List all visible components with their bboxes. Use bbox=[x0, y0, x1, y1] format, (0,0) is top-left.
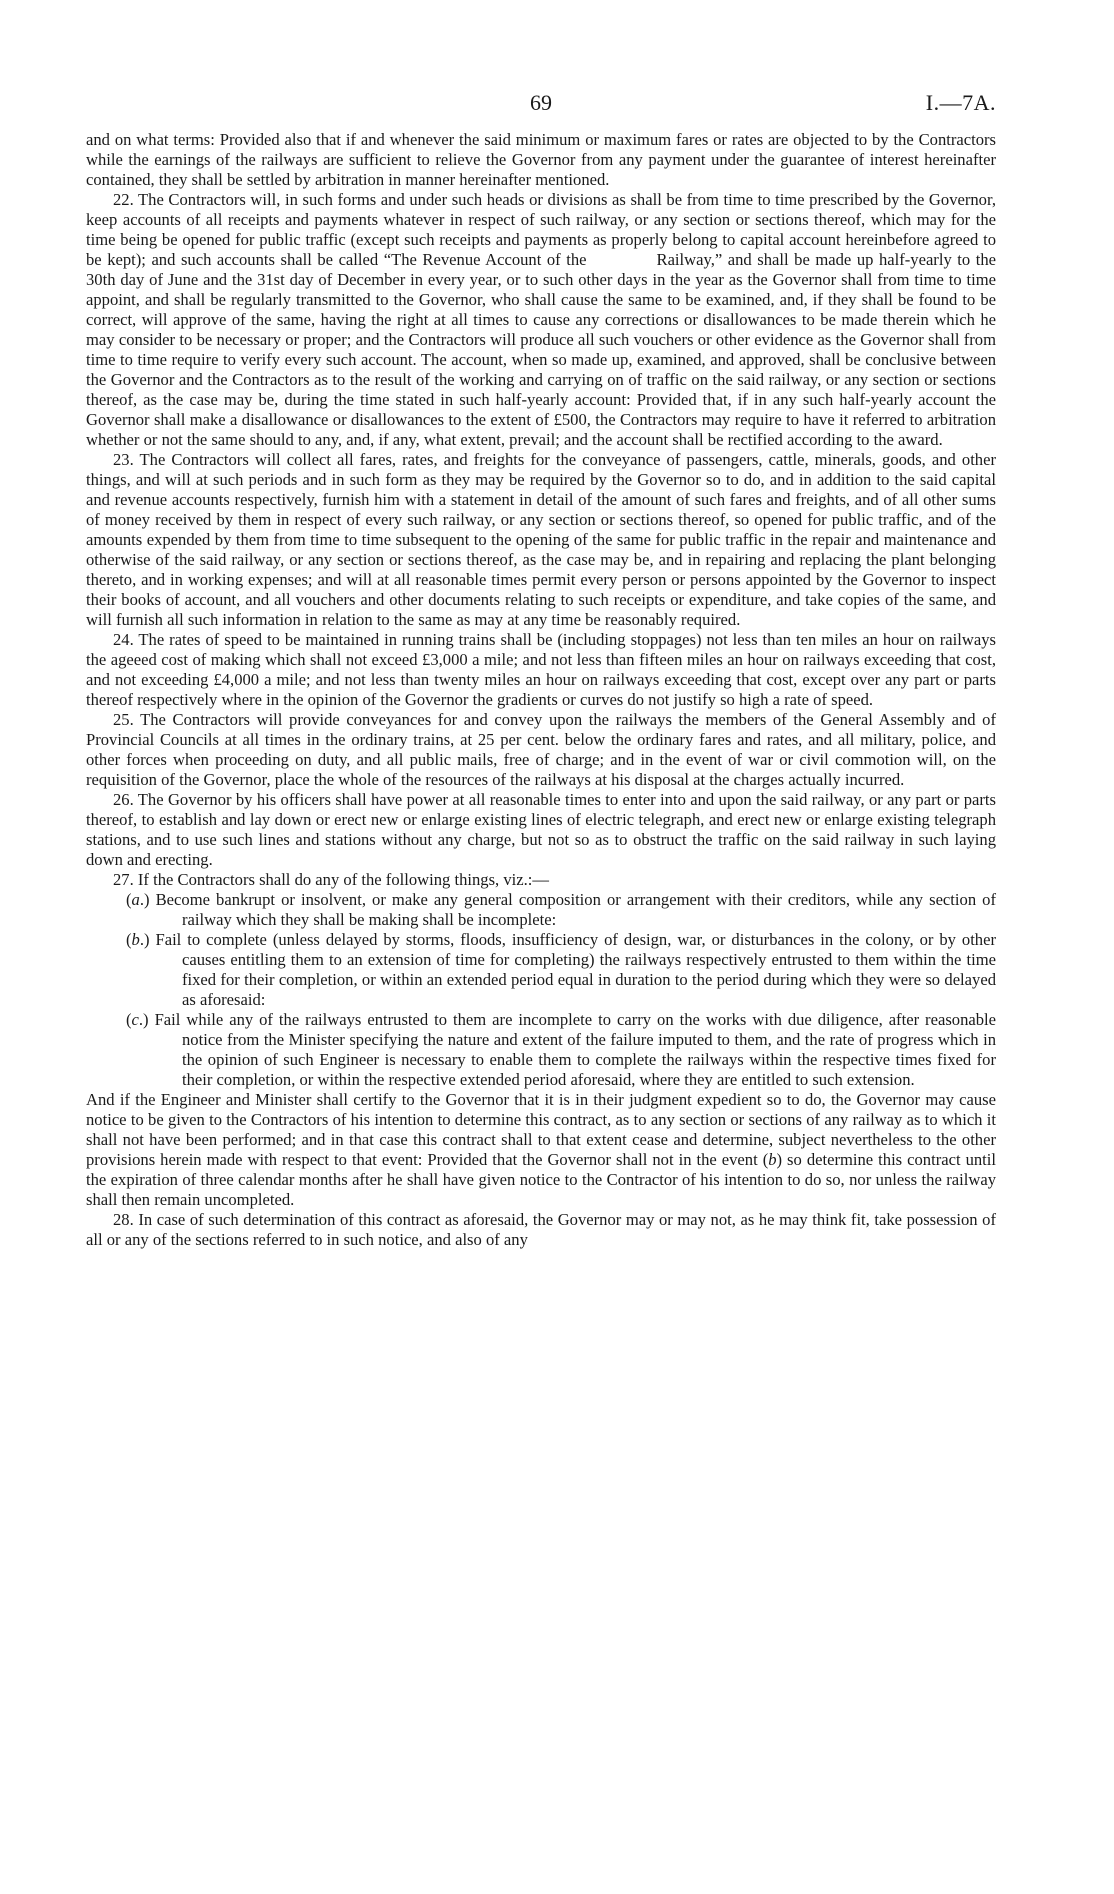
paragraph-27-conclusion bbox=[86, 1090, 996, 1210]
paragraph-22-part-1: 22. The Contractors will, in such forms and under such heads or divisions as shall be from time to time prescribed by the Governor, keep accounts of all receipts and payments whatever in respect of such railway, or any section or sections thereof, which may for the time being be opened for public traffic (except such receipts and payments as properly belong to capital account hereinbefore agreed to be kept); and such accounts shall be called “The Revenue Account of the bbox=[86, 190, 996, 269]
list-item-label: ( c .) bbox=[126, 1010, 149, 1029]
conclusion-item-ref: b bbox=[768, 1150, 777, 1169]
list-item-text: Fail while any of the railways entrusted to them are incomplete to carry on the works with due diligence, after reasonable notice from the Minister specifying the nature and extent of the failure imputed to them, and the rate of progress which in the opinion of such Engineer is necessary to enable them to complete the railways within the respective times fixed for their completion, or within the respective extended period aforesaid, where they are entitled to such extension. bbox=[154, 1010, 997, 1089]
list-item-text: Fail to complete (unless delayed by storms, floods, insufficiency of design, war, or disturbances in the colony, or by other causes entitling them to an extension of time for completing) the railways respectively entrusted to them within the time fixed for their completion, or within an extended period equal in duration to the period during which they were so delayed as aforesaid: bbox=[155, 930, 996, 1009]
paragraph-26: 26. The Governor by his officers shall have power at all reasonable times to enter into and upon the said railway, or any part or parts thereof, to establish and lay down or erect new or enlarge existing lines of electric telegraph, and erect new or enlarge existing telegraph stations, and to use such lines and stations without any charge, but not so as to obstruct the traffic on the said railway in such laying down and erecting. bbox=[86, 790, 996, 869]
document-page bbox=[86, 90, 996, 1250]
paragraph-22-part-2: Railway,” and shall be made up half-yearly to the 30th day of June and the 31st day of December in every year, or to such other days in the year as the Governor shall from time to time appoint, and shall be regularly transmitted to the Governor, who shall cause the same to be examined, and, if they shall be found to be correct, will approve of the same, having the right at all times to cause any corrections or disallowances to be made therein which he may consider to be necessary or proper; and the Contractors will produce all such vouchers or other evidence as the Governor shall from time to time require to verify every such account. The account, when so made up, examined, and approved, shall be conclusive between the Governor and the Contractors as to the result of the working and carrying on of traffic on the said railway, or any section or sections thereof, as the case may be, during the time stated in such half-yearly account: Provided that, if in any such half-yearly account the Governor shall make a disallowance or disallowances to the extent of £500, the Contractors may require to have it referred to arbitration whether or not the same should to any, and, if any, what extent, prevail; and the account shall be rectified according to the award. bbox=[86, 250, 996, 449]
document-reference: I.—7A. bbox=[925, 90, 996, 115]
list-item-text: Become bankrupt or insolvent, or make any general composition or arrangement with their creditors, while any section of railway which they shall be making shall be incomplete: bbox=[155, 890, 996, 929]
paragraph-25: 25. The Contractors will provide conveyances for and convey upon the railways the members of the General Assembly and of Provincial Councils at all times in the ordinary trains, at 25 per cent. below the ordinary fares and rates, and all military, police, and other forces when proceeding on duty, and all public mails, free of charge; and in the event of war or civil commotion will, on the requisition of the Governor, place the whole of the resources of the railways at his disposal at the charges actually incurred. bbox=[86, 710, 996, 789]
list-item-c bbox=[86, 1010, 996, 1090]
paragraph-27: 27. If the Contractors shall do any of the following things, viz.:— bbox=[113, 870, 549, 889]
conclusion-part-2: ) so determine this contract until the expiration of three calendar months after he shall have given notice to the Contractor of his intention to do so, nor unless the railway shall then remain uncompleted. bbox=[86, 1150, 996, 1209]
list-item-b bbox=[86, 930, 996, 1010]
conclusion-part-1: And if the Engineer and Minister shall certify to the Governor that it is in their judgment expedient so to do, the Governor may cause notice to be given to the Contractors of his intention to determine this contract, as to any section or sections of any railway as to which it shall not have been performed; and in that case this contract shall to that extent cease and determine, subject nevertheless to the other provisions herein made with respect to that event: Provided that the Governor shall not in the event ( bbox=[86, 1090, 996, 1169]
list-item-a bbox=[86, 890, 996, 930]
page-header bbox=[86, 90, 996, 130]
list-item-label: ( b .) bbox=[126, 930, 150, 949]
paragraph-23: 23. The Contractors will collect all fares, rates, and freights for the conveyance of passengers, cattle, minerals, goods, and other things, and will at such periods and in such form as they may be required by the Governor so to do, and in addition to the said capital and revenue accounts respectively, furnish him with a statement in detail of the amount of such fares and freights, and of all other sums of money received by them in respect of every such railway, or any section or sections thereof, so opened for public traffic, and of the amounts expended by them from time to time subsequent to the opening of the same for public traffic in the repair and maintenance and otherwise of the said railway, or any section or sections thereof, as the case may be, and in repairing and replacing the plant belonging thereto, and in working expenses; and will at all reasonable times permit every person or persons appointed by the Governor to inspect their books of account, and all vouchers and other documents relating to such receipts or expenditure, and take copies of the same, and will furnish all such information in relation to the same as may at any time be reasonably required. bbox=[86, 450, 996, 629]
list-item-label: ( a .) bbox=[126, 890, 150, 909]
paragraph-24: 24. The rates of speed to be maintained in running trains shall be (including stoppages) not less than ten miles an hour on railways the ageeed cost of making which shall not exceed £3,000 a mile; and not less than fifteen miles an hour on railways exceeding that cost, and not exceeding £4,000 a mile; and not less than twenty miles an hour on railways exceeding that cost, except over any part or parts thereof respectively where in the opinion of the Governor the gradients or curves do not justify so high a rate of speed. bbox=[86, 630, 996, 709]
paragraph-28: 28. In case of such determination of this contract as aforesaid, the Governor may or may not, as he may think fit, take possession of all or any of the sections referred to in such notice, and also of any bbox=[86, 1210, 996, 1249]
paragraph-22 bbox=[86, 190, 996, 450]
body-text bbox=[86, 130, 996, 1250]
page-number: 69 bbox=[530, 90, 552, 115]
paragraph-continuation: and on what terms: Provided also that if and whenever the said minimum or maximum fares or rates are objected to by the Contractors while the earnings of the railways are sufficient to relieve the Governor from any payment under the guarantee of interest hereinafter contained, they shall be settled by arbitration in manner hereinafter mentioned. bbox=[86, 130, 996, 189]
